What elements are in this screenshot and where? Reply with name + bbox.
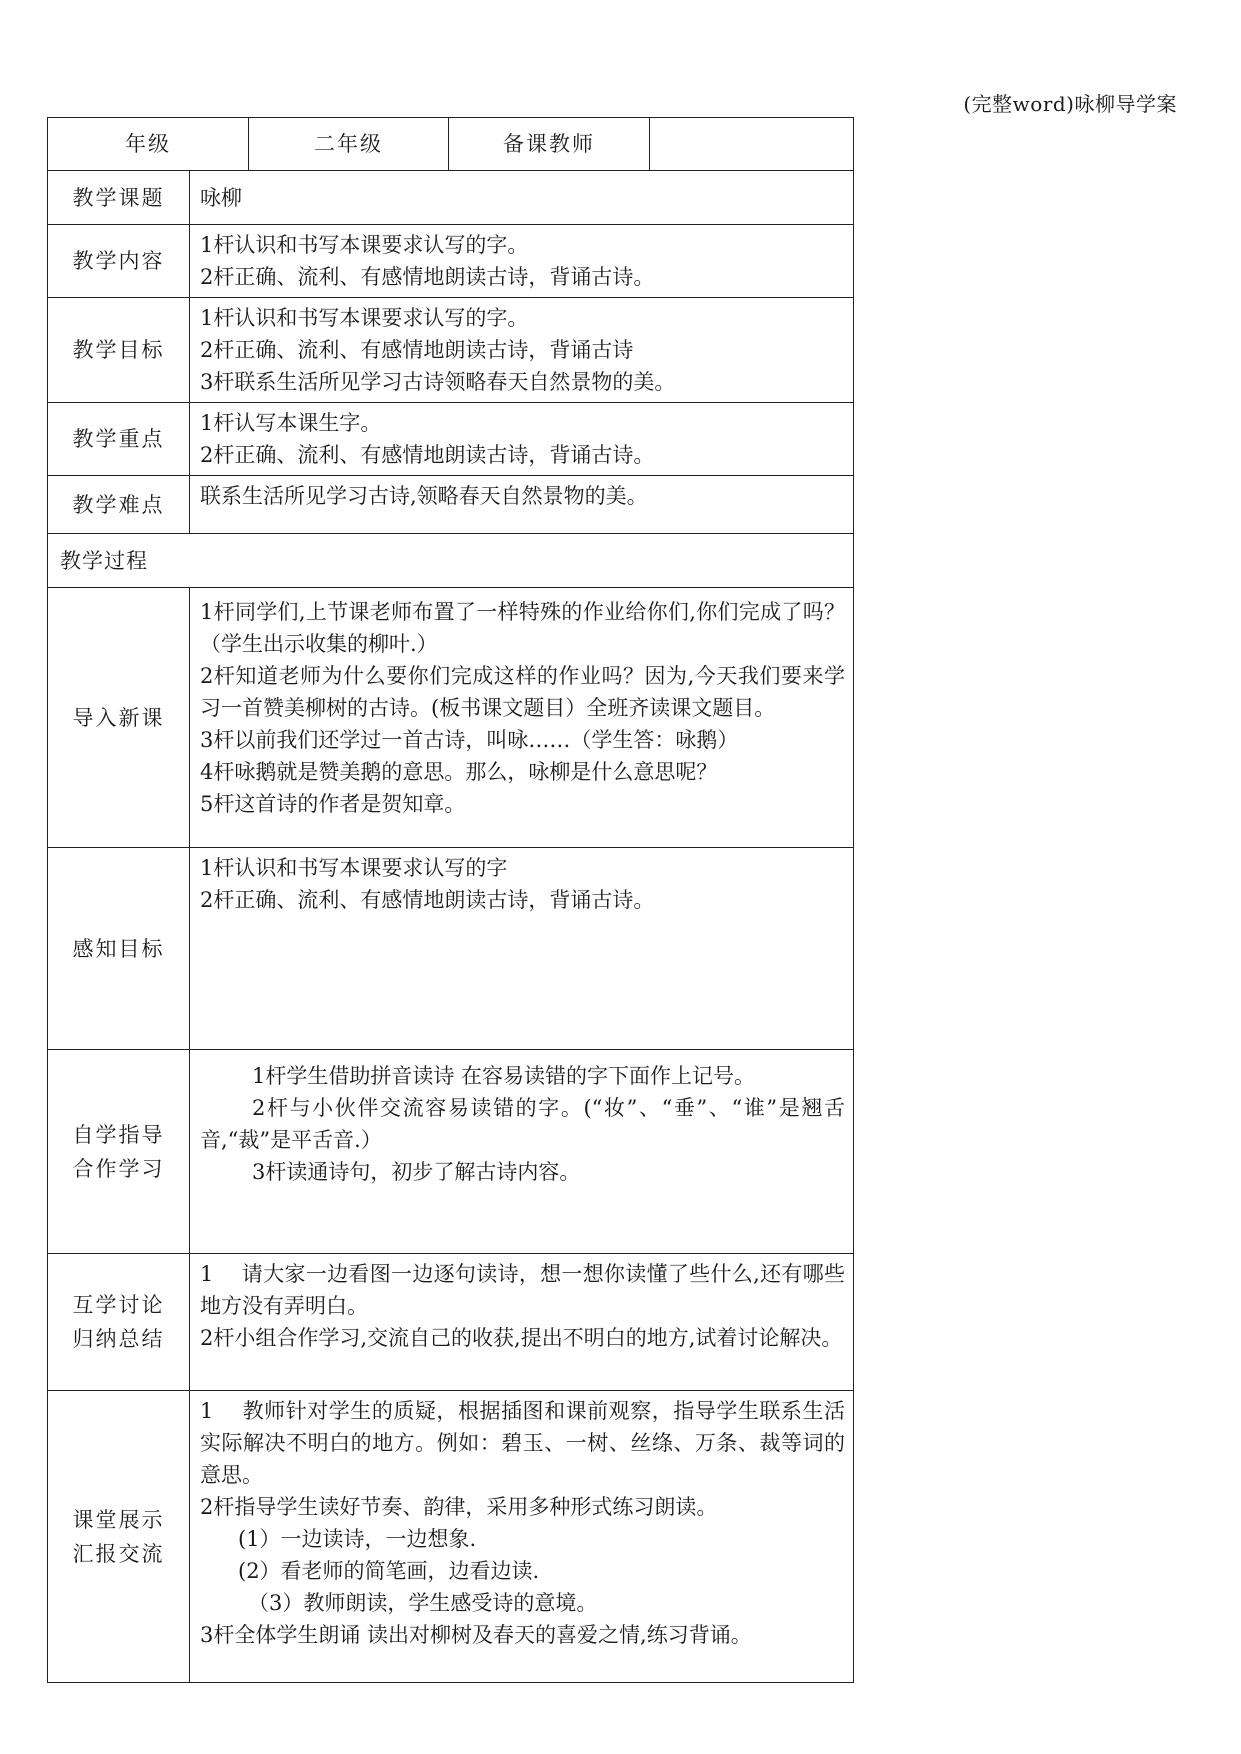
showcase-label-line: 课堂展示 [72, 1507, 165, 1532]
content-line: 1杆认识和书写本课要求认写的字。 [200, 233, 529, 257]
grade-value: 二年级 [249, 118, 449, 171]
self-study-label-line: 合作学习 [72, 1156, 165, 1181]
focus-line: 1杆认写本课生字。 [200, 411, 382, 435]
perceive-label: 感知目标 [48, 848, 190, 1050]
document-header: (完整word)咏柳导学案 [963, 92, 1177, 116]
discuss-label [48, 1254, 190, 1391]
showcase-subitem: （3）教师朗读，学生感受诗的意境。 [248, 1591, 598, 1615]
difficulty-row [48, 476, 854, 534]
showcase-label [48, 1391, 190, 1683]
focus-row [48, 403, 854, 476]
showcase-subitem: (1）一边读诗，一边想象. [238, 1527, 477, 1551]
intro-paragraph: 4杆咏鹅就是赞美鹅的意思。那么，咏柳是什么意思呢？ [200, 760, 718, 784]
process-title-row [48, 534, 854, 588]
goal-line: 2杆正确、流利、有感情地朗读古诗，背诵古诗 [200, 338, 634, 362]
discuss-paragraph: 1 请大家一边看图一边逐句读诗，想一想你读懂了些什么,还有哪些地方没有弄明白。 [200, 1262, 845, 1318]
self-study-label [48, 1050, 190, 1254]
content-line: 2杆正确、流利、有感情地朗读古诗，背诵古诗。 [200, 265, 655, 289]
goals-label: 教学目标 [48, 298, 190, 403]
difficulty-value: 联系生活所见学习古诗,领略春天自然景物的美。 [200, 484, 648, 508]
self-study-paragraph: 2杆与小伙伴交流容易读错的字。(“妆”、“垂”、“谁”是翘舌音,“裁”是平舌音.） [200, 1096, 845, 1152]
goals-row [48, 298, 854, 403]
intro-paragraph: 1杆同学们,上节课老师布置了一样特殊的作业给你们,你们完成了吗？（学生出示收集的柳叶.） [200, 600, 845, 656]
focus-line: 2杆正确、流利、有感情地朗读古诗，背诵古诗。 [200, 443, 655, 467]
intro-paragraph: 3杆以前我们还学过一首古诗，叫咏……（学生答：咏鹅） [200, 728, 739, 752]
discuss-paragraph: 2杆小组合作学习,交流自己的收获,提出不明白的地方,试着讨论解决。 [200, 1326, 843, 1350]
self-study-label-line: 自学指导 [72, 1122, 165, 1147]
process-title: 教学过程 [48, 534, 854, 588]
self-study-paragraph: 1杆学生借助拼音读诗 在容易读错的字下面作上记号。 [252, 1064, 756, 1088]
lesson-plan-table [47, 117, 854, 1683]
content-label: 教学内容 [48, 225, 190, 298]
teacher-label: 备课教师 [449, 118, 650, 171]
content-row [48, 225, 854, 298]
showcase-paragraph: 2杆指导学生读好节奏、韵律，采用多种形式练习朗读。 [200, 1495, 718, 1519]
showcase-subitem: (2）看老师的简笔画，边看边读. [238, 1559, 540, 1583]
discuss-label-line: 互学讨论 [72, 1293, 165, 1317]
perceive-row [48, 848, 854, 1050]
showcase-row [48, 1391, 854, 1683]
perceive-line: 1杆认识和书写本课要求认写的字 [200, 856, 508, 880]
topic-value: 咏柳 [200, 185, 242, 210]
teacher-value [650, 118, 854, 171]
perceive-line: 2杆正确、流利、有感情地朗读古诗，背诵古诗。 [200, 888, 655, 912]
topic-label: 教学课题 [48, 171, 190, 225]
self-study-paragraph: 3杆读通诗句，初步了解古诗内容。 [252, 1160, 581, 1184]
discuss-label-line: 归纳总结 [72, 1327, 165, 1351]
intro-paragraph: 5杆这首诗的作者是贺知章。 [200, 792, 466, 816]
intro-label: 导入新课 [48, 588, 190, 848]
showcase-paragraph: 3杆全体学生朗诵 读出对柳树及春天的喜爱之情,练习背诵。 [200, 1623, 752, 1647]
topic-row [48, 171, 854, 225]
goal-line: 3杆联系生活所见学习古诗领略春天自然景物的美。 [200, 370, 676, 394]
header-row [48, 118, 854, 171]
intro-paragraph: 2杆知道老师为什么要你们完成这样的作业吗？因为,今天我们要来学习一首赞美柳树的古诗。(板书课文题目）全班齐读课文题目。 [200, 664, 845, 720]
goal-line: 1杆认识和书写本课要求认写的字。 [200, 306, 529, 330]
focus-label: 教学重点 [48, 403, 190, 476]
discuss-row [48, 1254, 854, 1391]
showcase-label-line: 汇报交流 [72, 1541, 165, 1566]
difficulty-label: 教学难点 [48, 476, 190, 534]
self-study-row [48, 1050, 854, 1254]
showcase-paragraph: 1 教师针对学生的质疑，根据插图和课前观察，指导学生联系生活实际解决不明白的地方。例如：碧玉、一树、丝绦、万条、裁等词的意思。 [200, 1399, 845, 1487]
intro-row [48, 588, 854, 848]
grade-label: 年级 [48, 118, 249, 171]
